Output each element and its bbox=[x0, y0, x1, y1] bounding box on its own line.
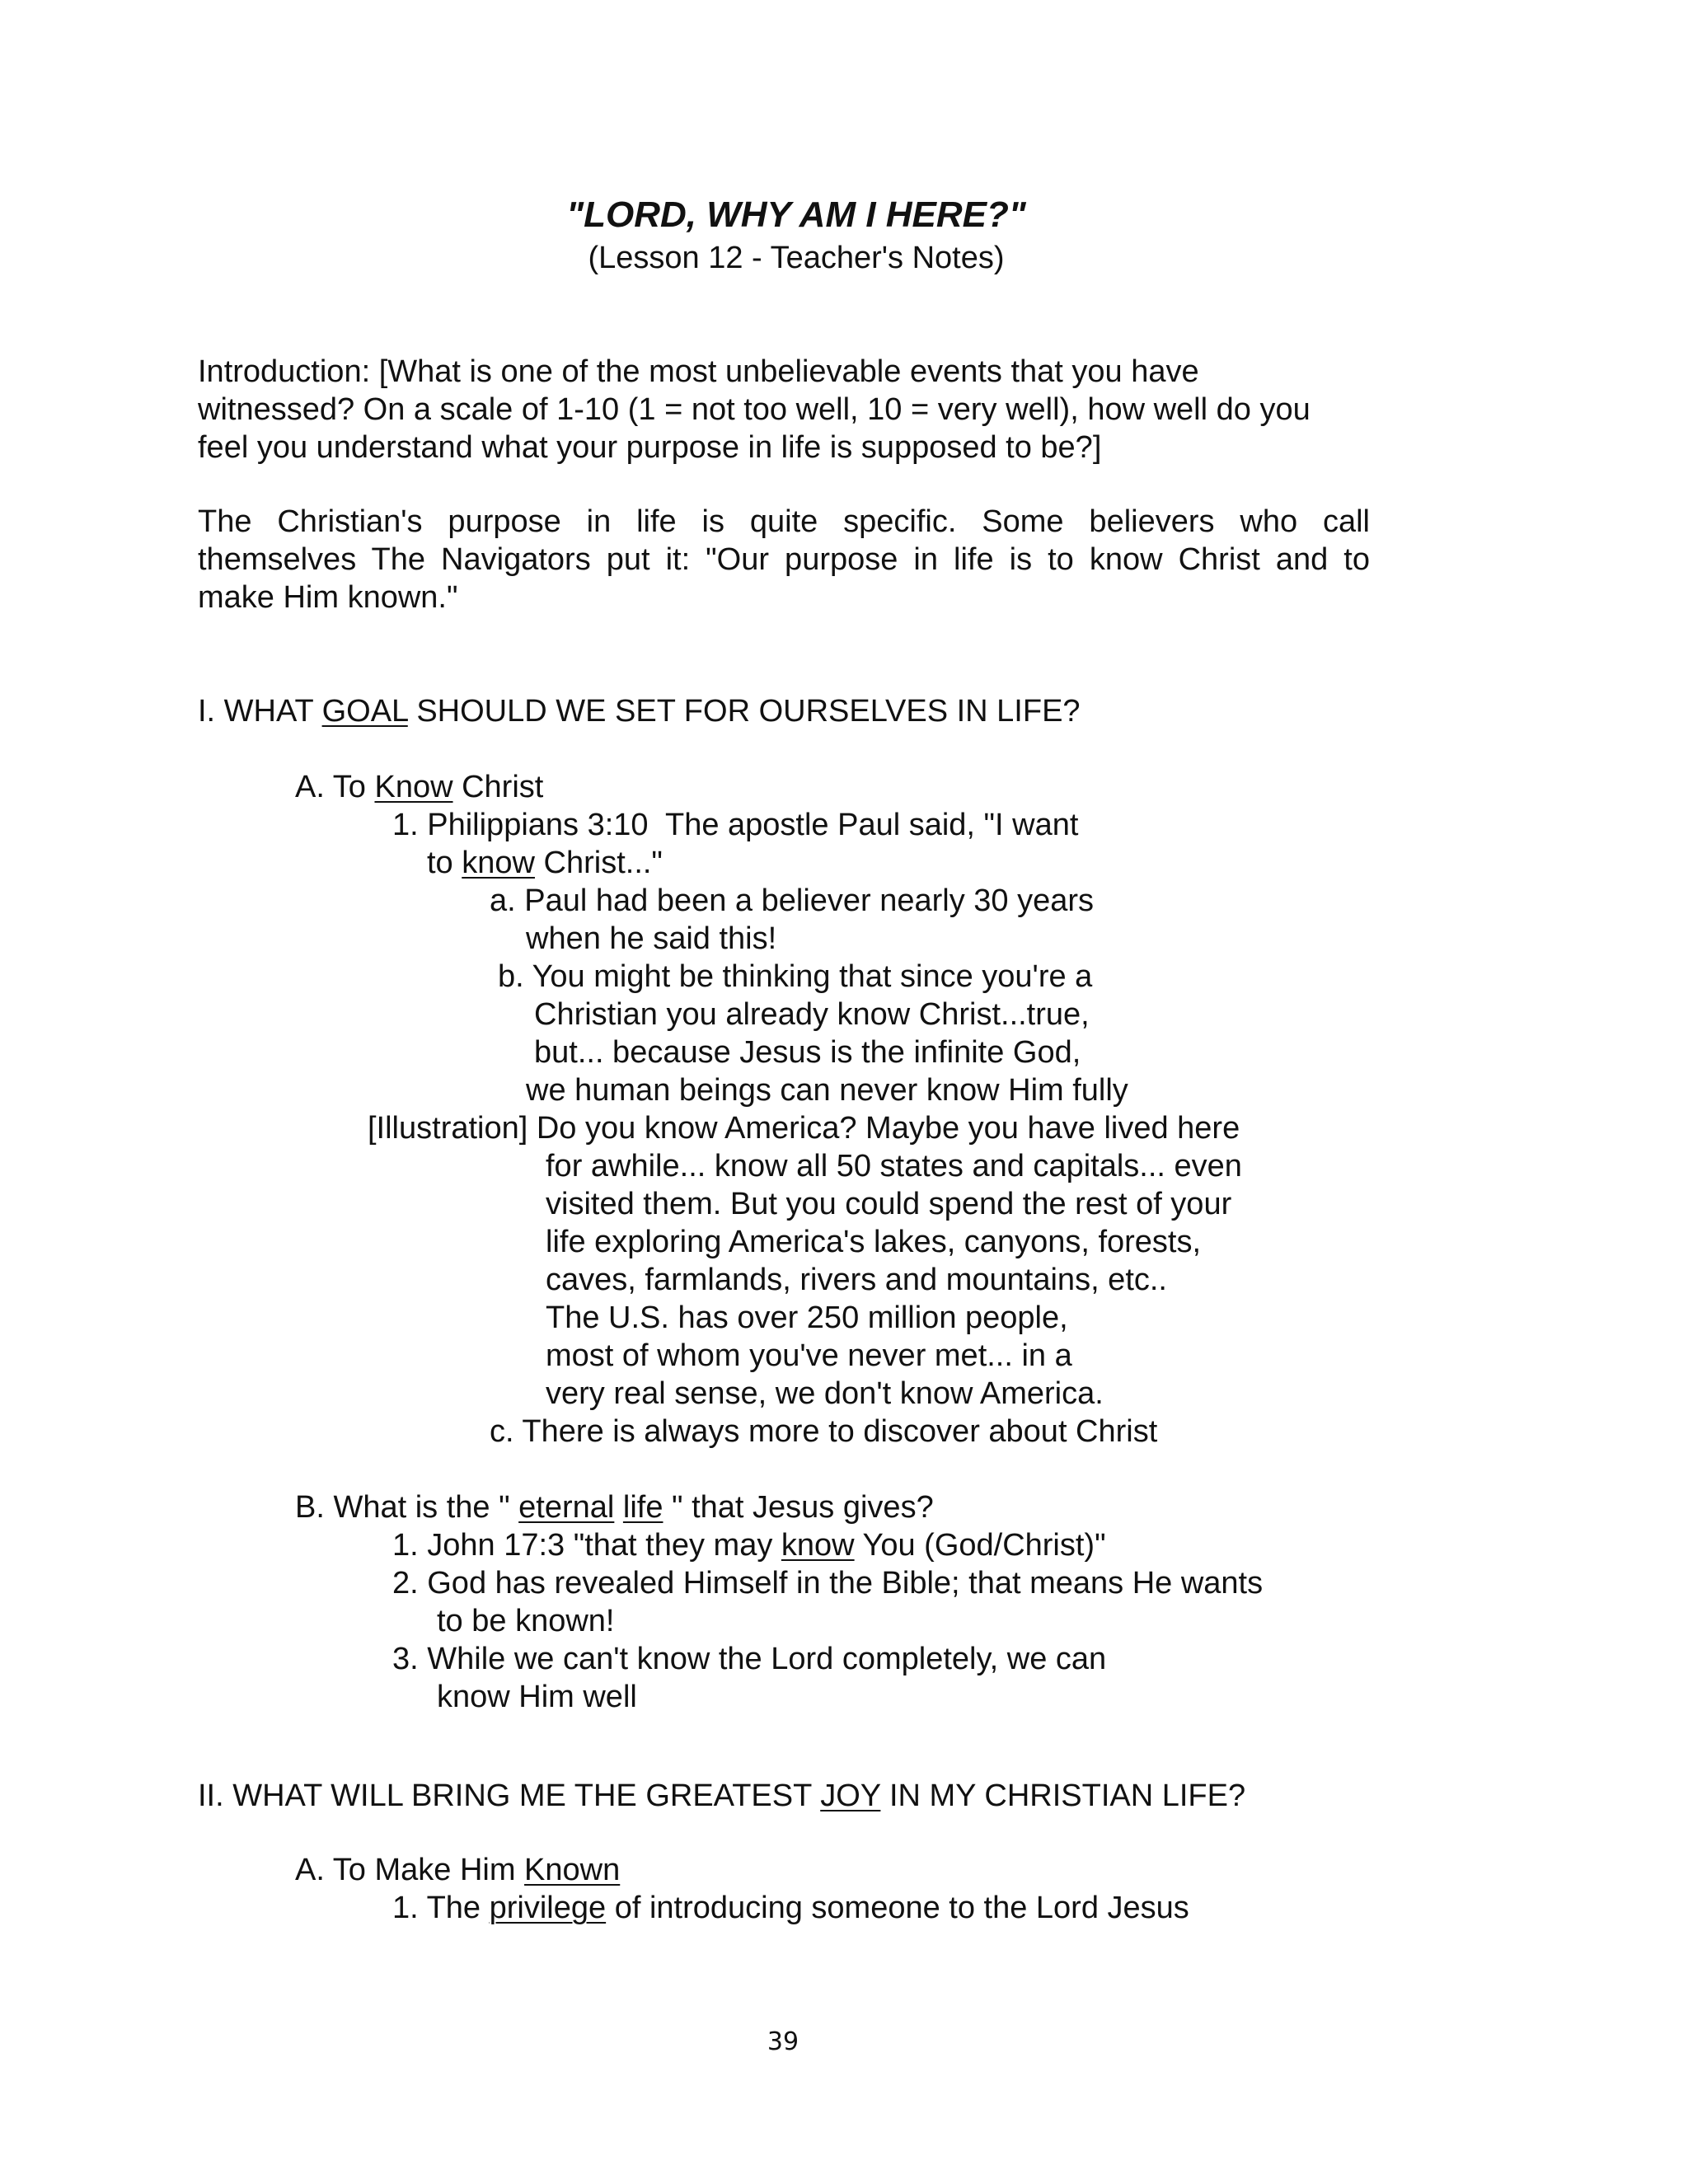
point-text: Christ..." bbox=[534, 846, 663, 880]
page-title: "LORD, WHY AM I HERE?" bbox=[566, 194, 1026, 235]
illustration-line-1: [Illustration] Do you know America? Maybe you have lived here bbox=[368, 1111, 1240, 1146]
point-1a1a-line-1: a. Paul had been a believer nearly 30 years bbox=[490, 883, 1095, 918]
purpose-line-3: make Him known." bbox=[198, 580, 458, 615]
illustration-line-3: visited them. But you could spend the rest of your bbox=[546, 1187, 1232, 1221]
point-1a1c: c. There is always more to discover about Christ bbox=[490, 1414, 1158, 1449]
point-text bbox=[614, 1490, 623, 1525]
page-subtitle: (Lesson 12 - Teacher's Notes) bbox=[588, 241, 1005, 275]
point-1a1-line-2 bbox=[427, 844, 663, 882]
point-text: A. To Make Him bbox=[295, 1853, 525, 1887]
point-1a1b-line-3: but... because Jesus is the infinite God, bbox=[534, 1035, 1081, 1070]
point-2a bbox=[295, 1851, 620, 1889]
purpose-line-2: themselves The Navigators put it: "Our purpose in life is to know Christ and to bbox=[198, 542, 1370, 577]
point-1b2-line-1: 2. God has revealed Himself in the Bible; that means He wants bbox=[392, 1566, 1264, 1601]
purpose-line-1: The Christian's purpose in life is quite specific. Some believers who call bbox=[198, 504, 1370, 539]
section-2-heading bbox=[198, 1777, 1245, 1815]
point-1b3-line-1: 3. While we can't know the Lord completely, we can bbox=[392, 1642, 1107, 1676]
heading-text: I. WHAT bbox=[198, 694, 322, 729]
heading-text: SHOULD WE SET FOR OURSELVES IN LIFE? bbox=[407, 694, 1081, 729]
point-emphasis: know bbox=[781, 1528, 855, 1563]
point-1a1-line-1: 1. Philippians 3:10 The apostle Paul said, "I want bbox=[392, 808, 1079, 842]
point-1a bbox=[295, 768, 543, 806]
section-1-heading bbox=[198, 692, 1081, 730]
point-text: of introducing someone to the Lord Jesus bbox=[606, 1891, 1189, 1925]
point-text: B. What is the " bbox=[295, 1490, 519, 1525]
point-1a1b-line-4: we human beings can never know Him fully bbox=[526, 1073, 1128, 1108]
intro-line-2: witnessed? On a scale of 1-10 (1 = not too well, 10 = very well), how well do you bbox=[198, 392, 1311, 427]
point-emphasis: know bbox=[462, 846, 535, 880]
point-text: " that Jesus gives? bbox=[663, 1490, 934, 1525]
point-text: You (God/Christ)" bbox=[854, 1528, 1106, 1563]
intro-line-3: feel you understand what your purpose in life is supposed to be?] bbox=[198, 430, 1102, 465]
point-emphasis: Know bbox=[374, 770, 453, 804]
point-emphasis: life bbox=[622, 1490, 663, 1525]
illustration-line-8: very real sense, we don't know America. bbox=[546, 1376, 1104, 1411]
illustration-line-6: The U.S. has over 250 million people, bbox=[546, 1301, 1068, 1335]
point-text: A. To bbox=[295, 770, 375, 804]
point-1a1b-line-2: Christian you already know Christ...true, bbox=[534, 997, 1090, 1032]
heading-emphasis: JOY bbox=[820, 1779, 881, 1813]
point-1a1a-line-2: when he said this! bbox=[526, 921, 777, 956]
illustration-line-5: caves, farmlands, rivers and mountains, etc.. bbox=[546, 1263, 1167, 1297]
intro-line-1: Introduction: [What is one of the most unbelievable events that you have bbox=[198, 354, 1199, 389]
point-1b1 bbox=[392, 1526, 1106, 1564]
heading-emphasis: GOAL bbox=[321, 694, 408, 729]
point-text: Christ bbox=[452, 770, 544, 804]
illustration-line-4: life exploring America's lakes, canyons, forests, bbox=[546, 1225, 1202, 1259]
point-text: 1. John 17:3 "that they may bbox=[392, 1528, 781, 1563]
point-1b bbox=[295, 1488, 934, 1526]
page-number: 39 bbox=[767, 2027, 799, 2056]
point-2a1 bbox=[392, 1889, 1189, 1927]
heading-text: II. WHAT WILL BRING ME THE GREATEST bbox=[198, 1779, 821, 1813]
point-1b3-line-2: know Him well bbox=[437, 1680, 637, 1714]
point-text: to bbox=[427, 846, 462, 880]
point-text: 1. The bbox=[392, 1891, 490, 1925]
point-emphasis: privilege bbox=[489, 1891, 607, 1925]
point-1b2-line-2: to be known! bbox=[437, 1604, 615, 1638]
illustration-line-7: most of whom you've never met... in a bbox=[546, 1338, 1072, 1373]
point-emphasis: Known bbox=[524, 1853, 621, 1887]
heading-text: IN MY CHRISTIAN LIFE? bbox=[880, 1779, 1246, 1813]
point-emphasis: eternal bbox=[518, 1490, 615, 1525]
point-1a1b-line-1: b. You might be thinking that since you're a bbox=[498, 959, 1093, 994]
illustration-line-2: for awhile... know all 50 states and capitals... even bbox=[546, 1149, 1242, 1183]
